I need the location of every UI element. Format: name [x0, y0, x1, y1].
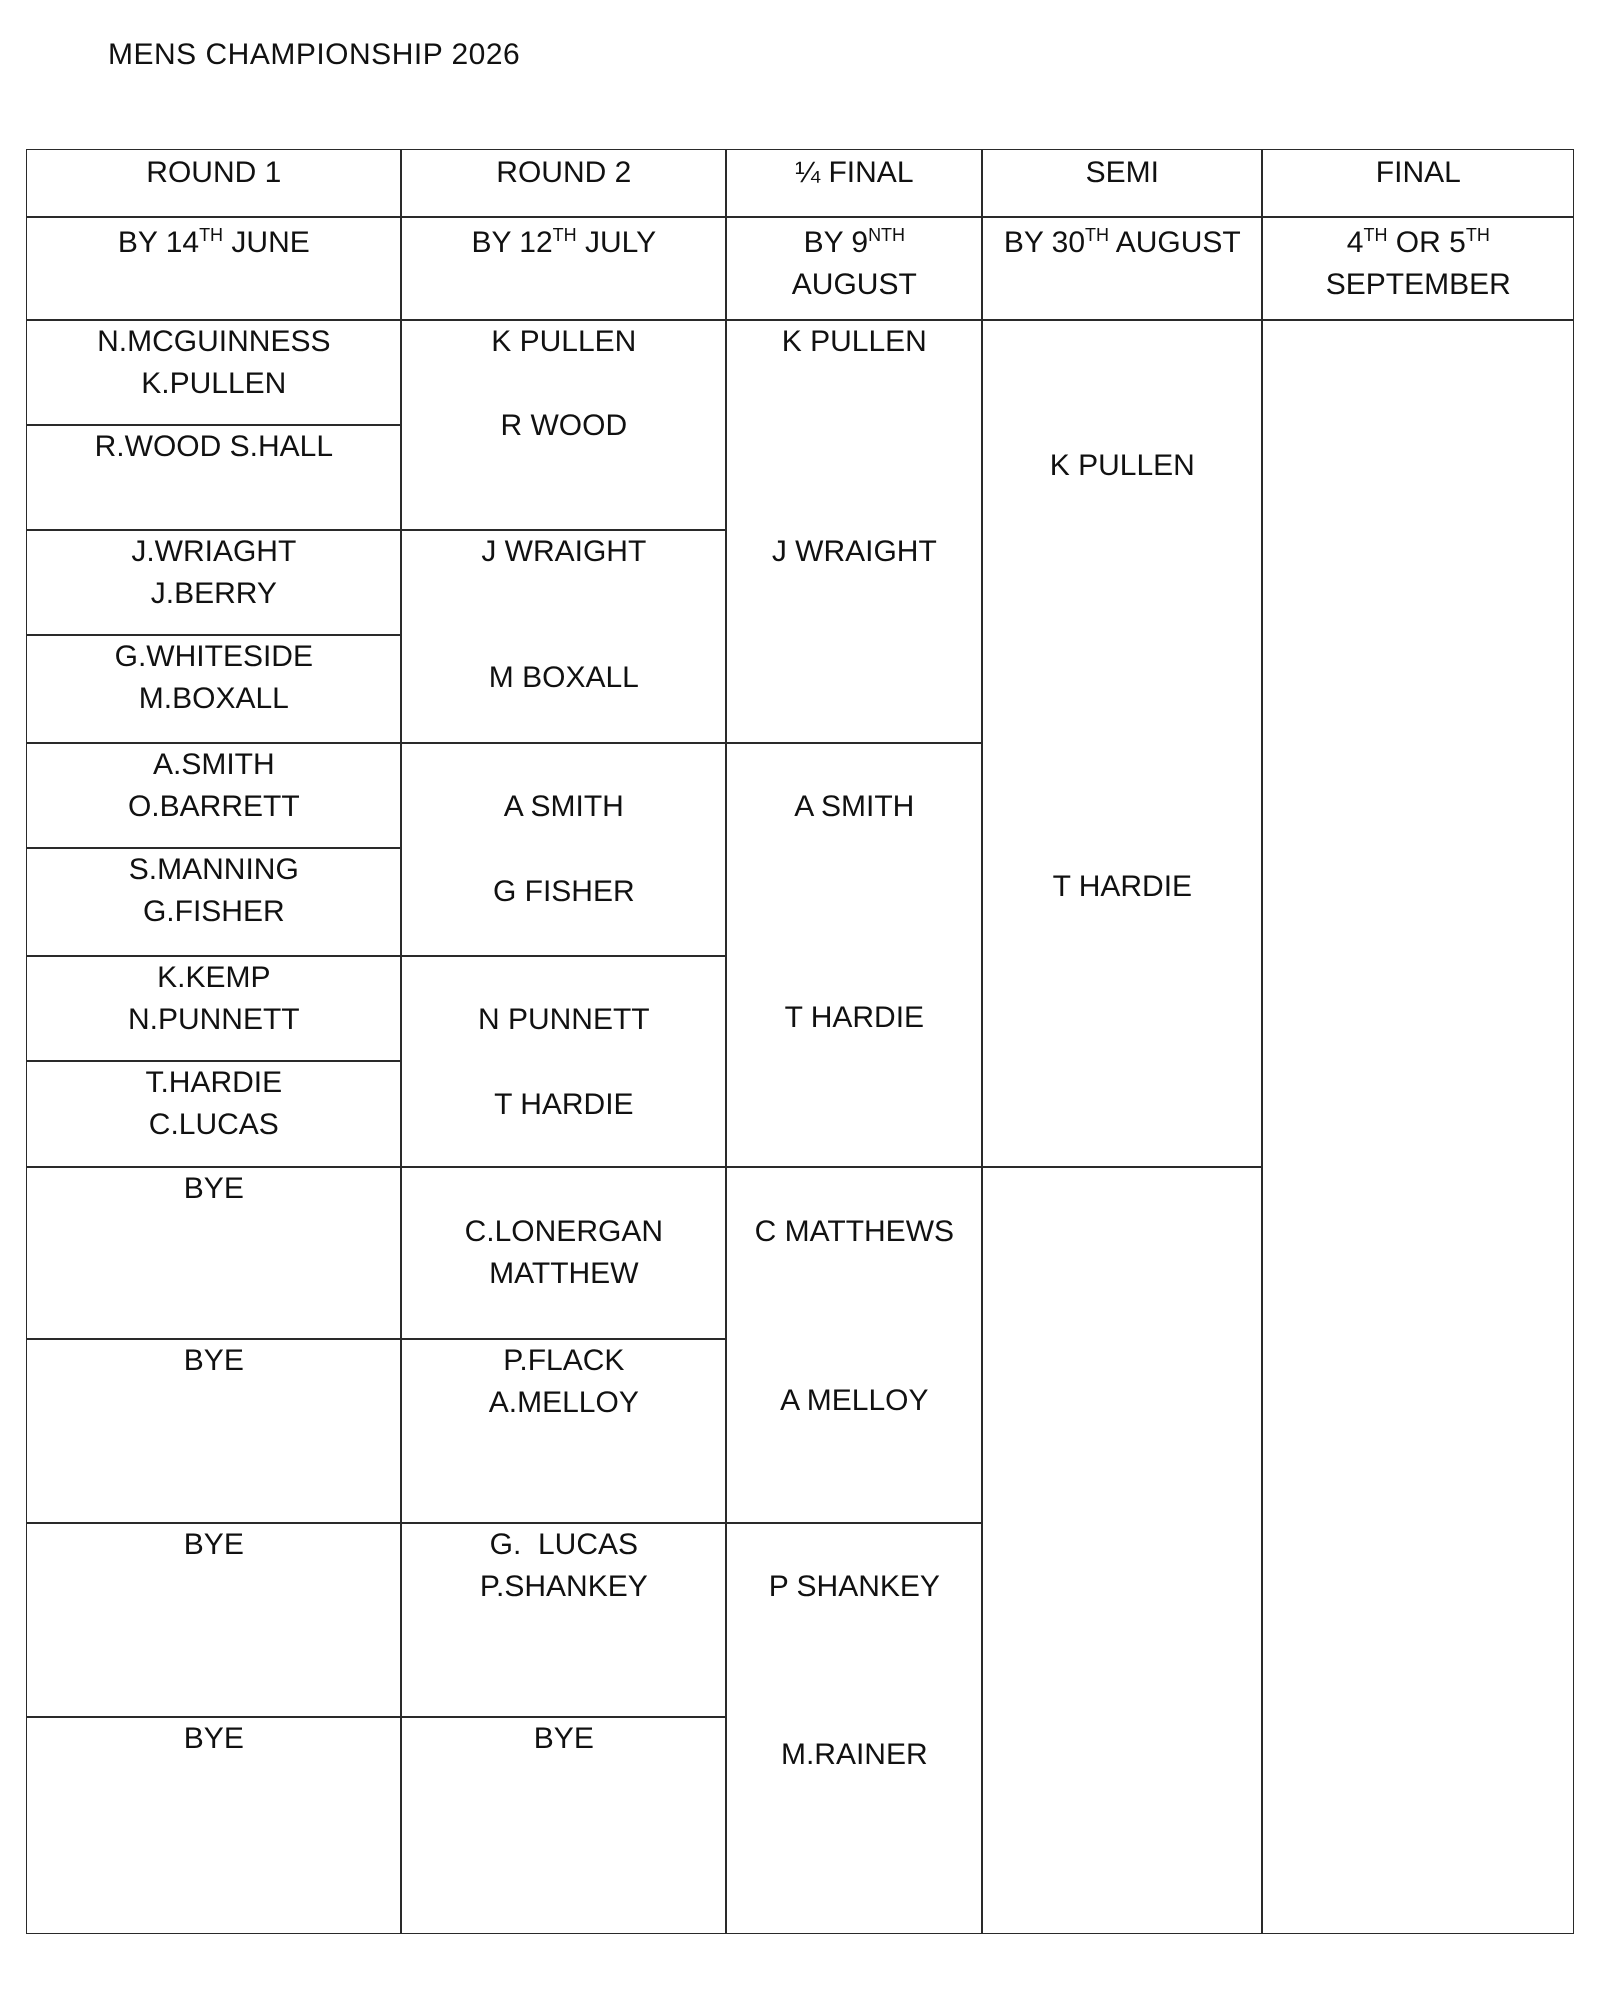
header-semi	[982, 149, 1262, 217]
deadline-semi	[982, 217, 1262, 320]
semi-final-match	[982, 1167, 1262, 1934]
winner-name: A SMITH	[503, 790, 624, 824]
winner-name: A SMITH	[794, 790, 915, 824]
player-names: K.KEMP N.PUNNETT	[127, 961, 300, 1037]
player-names: BYE	[183, 1528, 244, 1562]
player-names: R.WOOD S.HALL	[94, 430, 333, 464]
winner-name: M BOXALL	[488, 661, 639, 695]
player-names: S.MANNING G.FISHER	[128, 853, 299, 929]
deadline-text: 4TH OR 5TH SEPTEMBER	[1325, 225, 1511, 302]
deadline-final	[1262, 217, 1574, 320]
player-names: C.LONERGAN MATTHEW	[464, 1215, 663, 1291]
deadline-round-2	[401, 217, 726, 320]
winner-name: J WRAIGHT	[481, 535, 647, 569]
round1-match	[26, 530, 401, 635]
round2-match	[401, 530, 726, 743]
winner-name: A MELLOY	[780, 1384, 929, 1418]
round1-match	[26, 956, 401, 1061]
player-names: BYE	[183, 1344, 244, 1378]
final-match	[1262, 320, 1574, 1934]
player-names: P.FLACK A.MELLOY	[488, 1344, 639, 1420]
round1-match	[26, 1717, 401, 1934]
player-names: A.SMITH O.BARRETT	[127, 748, 300, 824]
winner-name: C MATTHEWS	[754, 1215, 955, 1249]
deadline-text: BY 14TH JUNE	[117, 225, 310, 260]
quarter-final-match	[726, 1167, 982, 1523]
player-names: BYE	[183, 1722, 244, 1756]
winner-name: P SHANKEY	[768, 1570, 940, 1604]
round1-match	[26, 320, 401, 425]
header-round-1	[26, 149, 401, 217]
deadline-quarter-final	[726, 217, 982, 320]
round2-match	[401, 1717, 726, 1934]
round2-match	[401, 743, 726, 956]
round2-match	[401, 1523, 726, 1717]
player-names: BYE	[533, 1722, 594, 1756]
player-names: BYE	[183, 1172, 244, 1206]
column-name: ROUND 2	[496, 156, 632, 190]
page-title: MENS CHAMPIONSHIP 2026	[108, 38, 521, 71]
winner-name: K PULLEN	[491, 325, 637, 359]
quarter-final-match	[726, 743, 982, 1167]
round2-match	[401, 1339, 726, 1523]
round2-match	[401, 956, 726, 1167]
player-names: G. LUCAS P.SHANKEY	[479, 1528, 648, 1604]
winner-name: T HARDIE	[1052, 870, 1193, 904]
round2-match	[401, 320, 726, 530]
header-quarter-final	[726, 149, 982, 217]
winner-name: T HARDIE	[784, 1001, 925, 1035]
semi-final-match	[982, 320, 1262, 1167]
round1-match	[26, 1339, 401, 1523]
column-name: ROUND 1	[146, 156, 282, 190]
player-names: J.WRIAGHT J.BERRY	[131, 535, 297, 611]
round1-match	[26, 1167, 401, 1339]
winner-name: T HARDIE	[494, 1088, 634, 1122]
column-name: ¼ FINAL	[795, 156, 914, 190]
column-name: FINAL	[1375, 156, 1461, 190]
winner-name: R WOOD	[500, 409, 628, 443]
round2-match	[401, 1167, 726, 1339]
round1-match	[26, 743, 401, 848]
tournament-bracket	[27, 150, 1575, 1935]
header-round-2	[401, 149, 726, 217]
player-names: G.WHITESIDE M.BOXALL	[114, 640, 313, 716]
winner-name: N PUNNETT	[477, 1003, 650, 1037]
round1-match	[26, 848, 401, 956]
deadline-text: BY 12TH JULY	[471, 225, 657, 260]
player-names: N.MCGUINNESS K.PULLEN	[97, 325, 331, 401]
round1-match	[26, 635, 401, 743]
player-names: T.HARDIE C.LUCAS	[145, 1066, 283, 1142]
quarter-final-match	[726, 1523, 982, 1934]
winner-name: J WRAIGHT	[771, 535, 937, 569]
winner-name: M.RAINER	[780, 1738, 928, 1772]
winner-name: K PULLEN	[1049, 449, 1195, 483]
quarter-final-match	[726, 320, 982, 743]
winner-name: G FISHER	[492, 875, 635, 909]
winner-name: K PULLEN	[781, 325, 927, 359]
round1-match	[26, 425, 401, 530]
round1-match	[26, 1061, 401, 1167]
column-name: SEMI	[1085, 156, 1159, 190]
header-final	[1262, 149, 1574, 217]
deadline-text: BY $9^{NTH}$ AUGUST	[791, 225, 917, 302]
deadline-text: BY 30TH AUGUST	[1003, 225, 1241, 260]
round1-match	[26, 1523, 401, 1717]
deadline-round-1	[26, 217, 401, 320]
